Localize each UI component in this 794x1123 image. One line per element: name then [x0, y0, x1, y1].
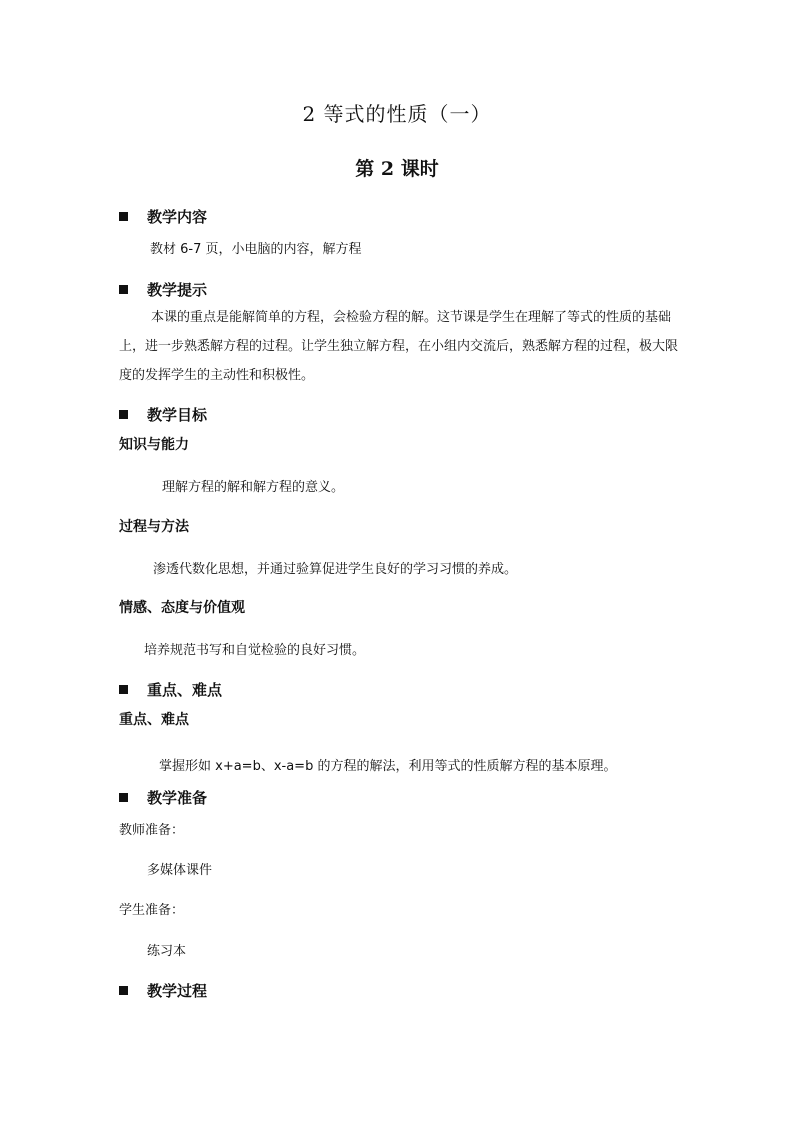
- section-heading-keypoints: [119, 679, 222, 700]
- section-heading-text: 教学准备: [147, 789, 208, 807]
- lesson-period: 第 2 课时: [355, 158, 439, 180]
- prep-student-text: 练习本: [147, 944, 187, 959]
- section-heading-process: [119, 980, 207, 1001]
- square-bullet-icon: [119, 793, 128, 802]
- square-bullet-icon: [119, 285, 128, 294]
- goal-knowledge-text: 理解方程的解和解方程的意义。: [162, 480, 345, 495]
- prep-teacher-label: 教师准备：: [119, 823, 185, 838]
- goal-knowledge-label: 知识与能力: [119, 437, 189, 453]
- prep-teacher-text: 多媒体课件: [147, 863, 213, 878]
- document-title: 2 等式的性质（一）: [302, 102, 492, 126]
- section-heading-prep: [119, 787, 207, 808]
- section-heading-text: 重点、难点: [147, 681, 223, 699]
- prep-student-label: 学生准备：: [119, 903, 185, 918]
- section-heading-content: [119, 206, 207, 227]
- goal-process-text: 渗透代数化思想，并通过验算促进学生良好的学习习惯的养成。: [153, 562, 518, 577]
- goal-attitude-text: 培养规范书写和自觉检验的良好习惯。: [144, 643, 366, 658]
- square-bullet-icon: [119, 410, 128, 419]
- section-heading-text: 教学目标: [147, 406, 208, 424]
- square-bullet-icon: [119, 986, 128, 995]
- content-text: 教材 6-7 页，小电脑的内容，解方程: [150, 242, 362, 257]
- keypoints-text: 掌握形如 x+a=b、x-a=b 的方程的解法，利用等式的性质解方程的基本原理。: [159, 759, 617, 774]
- goal-attitude-label: 情感、态度与价值观: [119, 600, 245, 616]
- section-heading-text: 教学过程: [147, 982, 208, 1000]
- keypoints-label: 重点、难点: [119, 712, 189, 728]
- goal-process-label: 过程与方法: [119, 519, 189, 535]
- square-bullet-icon: [119, 212, 128, 221]
- section-heading-text: 教学内容: [147, 208, 208, 226]
- square-bullet-icon: [119, 685, 128, 694]
- section-heading-hint: [119, 279, 207, 300]
- hint-paragraph: 本课的重点是能解简单的方程，会检验方程的解。这节课是学生在理解了等式的性质的基础上，进一步熟悉解方程的过程。让学生独立解方程，在小组内交流后，熟悉解方程的过程，极大限度的发挥学生的主动性和积极性。: [119, 310, 679, 383]
- section-heading-text: 教学提示: [147, 281, 208, 299]
- section-heading-goals: [119, 404, 207, 425]
